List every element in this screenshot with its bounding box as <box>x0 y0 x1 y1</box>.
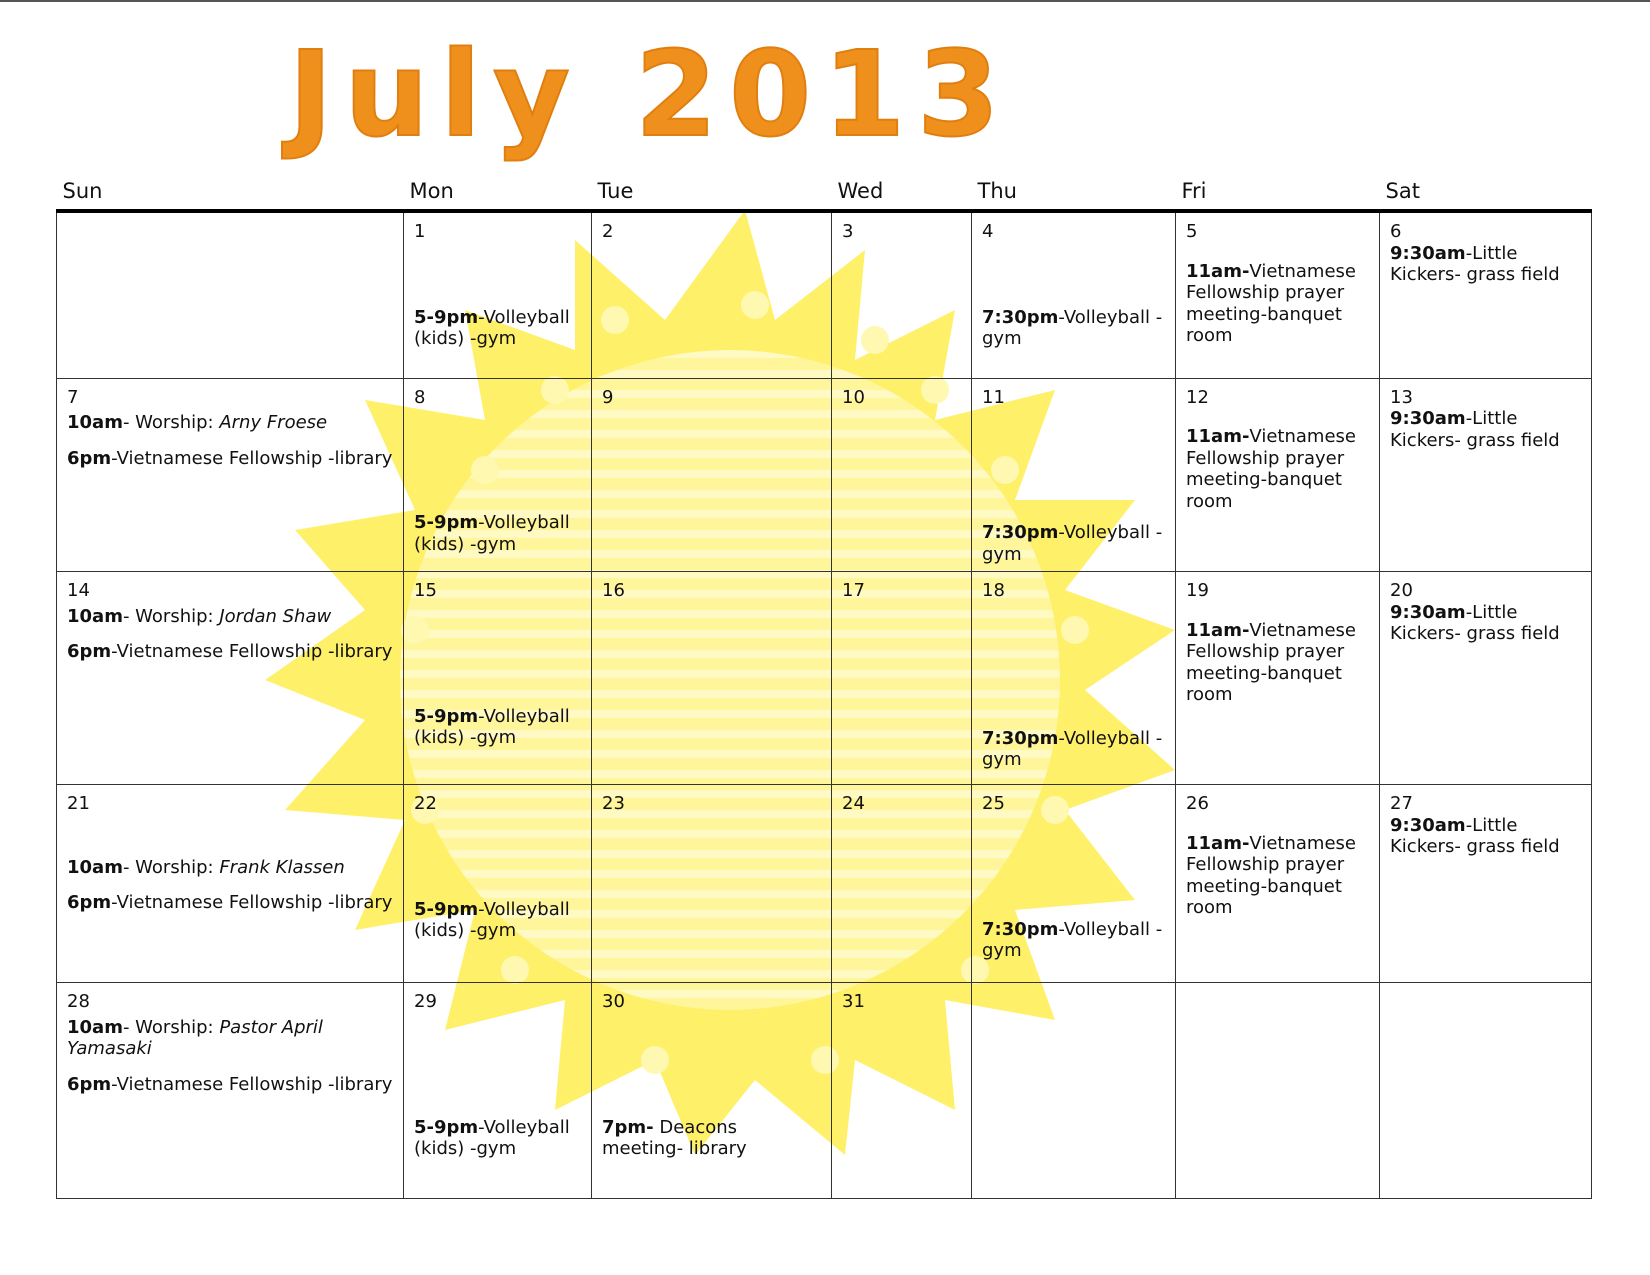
day-cell <box>1380 785 1592 983</box>
day-cell <box>57 785 404 983</box>
day-cell-empty <box>972 983 1176 1199</box>
day-cell <box>1380 572 1592 785</box>
day-cell <box>404 572 592 785</box>
day-cell <box>592 572 832 785</box>
event: 11am-Vietnamese Fellowship prayer meeting-banquet room <box>1186 619 1356 705</box>
day-cell <box>972 378 1176 572</box>
event: 10am- Worship: Jordan Shaw <box>67 605 332 627</box>
day-cell <box>1380 378 1592 572</box>
day-number: 2 <box>602 221 614 242</box>
weekday-label: Fri <box>1176 170 1380 211</box>
day-cell-empty <box>1380 983 1592 1199</box>
day-cell <box>832 572 972 785</box>
day-cell <box>592 211 832 378</box>
day-number: 1 <box>414 221 426 242</box>
day-number: 16 <box>602 580 625 601</box>
event: 5-9pm-Volleyball (kids) -gym <box>414 512 570 555</box>
weekday-label: Wed <box>832 170 972 211</box>
day-cell <box>1380 211 1592 378</box>
event: 5-9pm-Volleyball (kids) -gym <box>414 705 570 748</box>
event: 6pm-Vietnamese Fellowship -library <box>67 641 393 662</box>
event: 7:30pm-Volleyball - gym <box>982 306 1163 349</box>
weekday-label: Thu <box>972 170 1176 211</box>
event: 11am-Vietnamese Fellowship prayer meeting-banquet room <box>1186 832 1356 918</box>
week-row <box>57 785 1592 983</box>
event: 5-9pm-Volleyball (kids) -gym <box>414 306 570 349</box>
event: 6pm-Vietnamese Fellowship -library <box>67 1073 393 1095</box>
day-cell <box>404 785 592 983</box>
day-cell-empty <box>1176 983 1380 1199</box>
day-cell <box>404 983 592 1199</box>
event: 5-9pm-Volleyball (kids) -gym <box>414 898 570 941</box>
weekday-header <box>57 170 1592 211</box>
day-cell <box>1176 572 1380 785</box>
day-cell <box>1176 211 1380 378</box>
day-cell <box>592 983 832 1199</box>
event: 10am- Worship: Pastor April Yamasaki <box>67 1016 323 1059</box>
event: 7:30pm-Volleyball - gym <box>982 522 1163 565</box>
day-number: 26 <box>1186 793 1209 814</box>
day-cell <box>832 785 972 983</box>
day-number: 6 <box>1390 221 1402 242</box>
day-cell-empty <box>57 211 404 378</box>
day-number: 12 <box>1186 386 1209 408</box>
event: 7:30pm-Volleyball - gym <box>982 918 1163 961</box>
day-number: 7 <box>67 386 79 408</box>
day-cell <box>972 211 1176 378</box>
day-number: 17 <box>842 580 865 601</box>
day-cell <box>1176 378 1380 572</box>
day-number: 19 <box>1186 580 1209 601</box>
day-number: 18 <box>982 580 1005 601</box>
day-number: 27 <box>1390 793 1413 814</box>
event: 7pm- Deacons meeting- library <box>602 1116 747 1159</box>
day-number: 29 <box>414 991 437 1012</box>
day-number: 11 <box>982 386 1005 408</box>
day-number: 9 <box>602 386 614 408</box>
day-number: 13 <box>1390 386 1413 408</box>
day-number: 31 <box>842 991 865 1012</box>
weekday-label: Sun <box>57 170 404 211</box>
day-cell <box>972 572 1176 785</box>
event: 7:30pm-Volleyball - gym <box>982 727 1163 770</box>
day-cell <box>404 211 592 378</box>
weekday-label: Mon <box>404 170 592 211</box>
week-row <box>57 211 1592 378</box>
day-number: 23 <box>602 793 625 814</box>
day-cell <box>592 378 832 572</box>
day-cell <box>832 983 972 1199</box>
day-number: 5 <box>1186 221 1198 242</box>
top-rule <box>0 0 1650 2</box>
day-cell <box>832 378 972 572</box>
event: 9:30am-Little Kickers- grass field <box>1390 601 1560 644</box>
day-number: 15 <box>414 580 437 601</box>
day-number: 14 <box>67 580 90 601</box>
day-number: 30 <box>602 991 625 1012</box>
day-number: 25 <box>982 793 1005 814</box>
day-cell <box>404 378 592 572</box>
event: 5-9pm-Volleyball (kids) -gym <box>414 1116 570 1159</box>
weekday-label: Sat <box>1380 170 1592 211</box>
event: 9:30am-Little Kickers- grass field <box>1390 242 1560 285</box>
day-number: 28 <box>67 991 90 1012</box>
day-number: 3 <box>842 221 854 242</box>
event: 9:30am-Little Kickers- grass field <box>1390 814 1560 857</box>
day-number: 10 <box>842 386 865 408</box>
week-row <box>57 572 1592 785</box>
event: 6pm-Vietnamese Fellowship -library <box>67 892 393 913</box>
day-cell <box>57 983 404 1199</box>
week-row <box>57 983 1592 1199</box>
day-cell <box>592 785 832 983</box>
day-cell <box>57 378 404 572</box>
day-number: 24 <box>842 793 865 814</box>
day-cell <box>57 572 404 785</box>
day-number: 21 <box>67 793 90 814</box>
weekday-label: Tue <box>592 170 832 211</box>
day-number: 20 <box>1390 580 1413 601</box>
day-number: 8 <box>414 386 426 408</box>
event: 11am-Vietnamese Fellowship prayer meeting-banquet room <box>1186 260 1356 346</box>
day-number: 4 <box>982 221 994 242</box>
day-cell <box>972 785 1176 983</box>
day-number: 22 <box>414 793 437 814</box>
event: 6pm-Vietnamese Fellowship -library <box>67 447 393 469</box>
day-cell <box>1176 785 1380 983</box>
week-row <box>57 378 1592 572</box>
event: 11am-Vietnamese Fellowship prayer meeting-banquet room <box>1186 426 1356 512</box>
event: 10am- Worship: Frank Klassen <box>67 856 345 878</box>
event: 10am- Worship: Arny Froese <box>67 412 328 433</box>
day-cell <box>832 211 972 378</box>
event: 9:30am-Little Kickers- grass field <box>1390 408 1560 451</box>
page-title: July 2013 <box>288 25 1012 163</box>
calendar-grid <box>56 170 1591 1199</box>
